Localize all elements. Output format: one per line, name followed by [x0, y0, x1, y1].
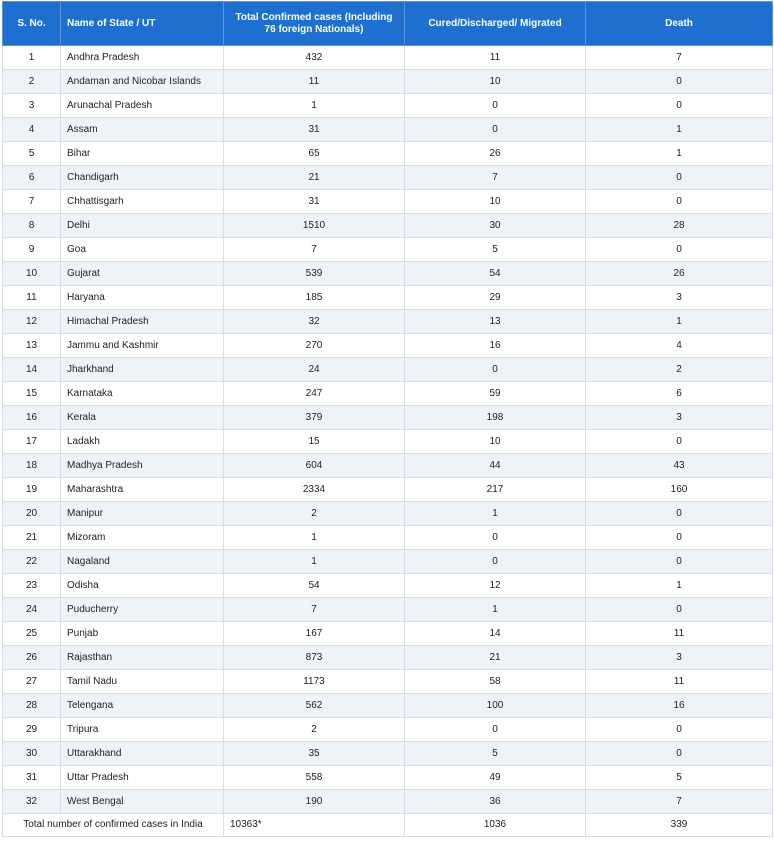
row-cured: 0	[405, 118, 586, 142]
row-confirmed: 247	[224, 382, 405, 406]
row-state-name: Goa	[61, 238, 224, 262]
row-confirmed: 1510	[224, 214, 405, 238]
table-row	[3, 358, 773, 382]
header-cured: Cured/Discharged/ Migrated	[405, 2, 586, 46]
row-sno: 13	[3, 334, 61, 358]
table-row	[3, 766, 773, 790]
row-state-name: Delhi	[61, 214, 224, 238]
row-death: 0	[586, 502, 773, 526]
row-cured: 0	[405, 526, 586, 550]
row-state-name: Tamil Nadu	[61, 670, 224, 694]
row-sno: 20	[3, 502, 61, 526]
row-sno: 15	[3, 382, 61, 406]
table-row	[3, 286, 773, 310]
row-death: 0	[586, 742, 773, 766]
total-row	[3, 814, 773, 837]
row-state-name: Chandigarh	[61, 166, 224, 190]
row-state-name: Chhattisgarh	[61, 190, 224, 214]
table-row	[3, 406, 773, 430]
row-death: 3	[586, 406, 773, 430]
table-row	[3, 526, 773, 550]
table-row	[3, 214, 773, 238]
row-sno: 29	[3, 718, 61, 742]
row-death: 6	[586, 382, 773, 406]
row-state-name: Himachal Pradesh	[61, 310, 224, 334]
row-confirmed: 21	[224, 166, 405, 190]
row-confirmed: 31	[224, 190, 405, 214]
row-sno: 25	[3, 622, 61, 646]
table-row	[3, 142, 773, 166]
table-row	[3, 622, 773, 646]
table-row	[3, 166, 773, 190]
table-row	[3, 742, 773, 766]
row-cured: 29	[405, 286, 586, 310]
row-cured: 217	[405, 478, 586, 502]
row-sno: 5	[3, 142, 61, 166]
row-cured: 54	[405, 262, 586, 286]
row-sno: 32	[3, 790, 61, 814]
covid-state-table-container	[2, 1, 772, 837]
row-state-name: Jammu and Kashmir	[61, 334, 224, 358]
row-death: 2	[586, 358, 773, 382]
row-state-name: Andhra Pradesh	[61, 46, 224, 70]
total-cured: 1036	[405, 814, 586, 837]
row-death: 0	[586, 718, 773, 742]
row-confirmed: 2	[224, 718, 405, 742]
row-confirmed: 270	[224, 334, 405, 358]
row-sno: 27	[3, 670, 61, 694]
row-death: 0	[586, 238, 773, 262]
row-confirmed: 873	[224, 646, 405, 670]
table-row	[3, 238, 773, 262]
row-cured: 0	[405, 94, 586, 118]
table-row	[3, 334, 773, 358]
row-death: 11	[586, 670, 773, 694]
row-confirmed: 32	[224, 310, 405, 334]
row-death: 0	[586, 190, 773, 214]
row-sno: 28	[3, 694, 61, 718]
row-cured: 10	[405, 70, 586, 94]
row-death: 0	[586, 598, 773, 622]
table-row	[3, 262, 773, 286]
row-state-name: Andaman and Nicobar Islands	[61, 70, 224, 94]
row-cured: 21	[405, 646, 586, 670]
row-cured: 49	[405, 766, 586, 790]
row-sno: 7	[3, 190, 61, 214]
row-cured: 16	[405, 334, 586, 358]
row-state-name: Jharkhand	[61, 358, 224, 382]
row-sno: 21	[3, 526, 61, 550]
row-confirmed: 2	[224, 502, 405, 526]
row-sno: 10	[3, 262, 61, 286]
row-cured: 0	[405, 358, 586, 382]
row-death: 11	[586, 622, 773, 646]
table-row	[3, 646, 773, 670]
row-state-name: Madhya Pradesh	[61, 454, 224, 478]
row-cured: 0	[405, 550, 586, 574]
row-sno: 6	[3, 166, 61, 190]
row-state-name: Ladakh	[61, 430, 224, 454]
row-state-name: Maharashtra	[61, 478, 224, 502]
row-state-name: Odisha	[61, 574, 224, 598]
row-cured: 0	[405, 718, 586, 742]
row-sno: 17	[3, 430, 61, 454]
row-confirmed: 7	[224, 598, 405, 622]
row-sno: 2	[3, 70, 61, 94]
row-cured: 12	[405, 574, 586, 598]
row-cured: 1	[405, 502, 586, 526]
row-state-name: Uttarakhand	[61, 742, 224, 766]
row-confirmed: 2334	[224, 478, 405, 502]
row-confirmed: 35	[224, 742, 405, 766]
table-row	[3, 574, 773, 598]
row-sno: 19	[3, 478, 61, 502]
row-sno: 31	[3, 766, 61, 790]
row-confirmed: 1	[224, 526, 405, 550]
row-cured: 11	[405, 46, 586, 70]
covid-state-table	[2, 1, 773, 837]
row-confirmed: 1173	[224, 670, 405, 694]
row-sno: 11	[3, 286, 61, 310]
total-confirmed: 10363*	[224, 814, 405, 837]
row-death: 1	[586, 118, 773, 142]
row-death: 7	[586, 790, 773, 814]
table-row	[3, 454, 773, 478]
row-confirmed: 604	[224, 454, 405, 478]
row-cured: 5	[405, 238, 586, 262]
row-cured: 14	[405, 622, 586, 646]
row-sno: 14	[3, 358, 61, 382]
row-death: 160	[586, 478, 773, 502]
row-death: 26	[586, 262, 773, 286]
row-cured: 7	[405, 166, 586, 190]
row-state-name: Bihar	[61, 142, 224, 166]
table-row	[3, 46, 773, 70]
row-sno: 16	[3, 406, 61, 430]
table-row	[3, 430, 773, 454]
row-cured: 59	[405, 382, 586, 406]
row-confirmed: 432	[224, 46, 405, 70]
table-row	[3, 118, 773, 142]
row-sno: 12	[3, 310, 61, 334]
row-death: 0	[586, 550, 773, 574]
row-state-name: Assam	[61, 118, 224, 142]
row-state-name: Rajasthan	[61, 646, 224, 670]
row-cured: 10	[405, 190, 586, 214]
row-death: 0	[586, 430, 773, 454]
row-sno: 1	[3, 46, 61, 70]
total-label: Total number of confirmed cases in India	[3, 814, 224, 837]
row-confirmed: 185	[224, 286, 405, 310]
row-confirmed: 54	[224, 574, 405, 598]
table-row	[3, 694, 773, 718]
row-sno: 23	[3, 574, 61, 598]
header-confirmed: Total Confirmed cases (Including 76 foreign Nationals)	[224, 2, 405, 46]
row-cured: 100	[405, 694, 586, 718]
row-sno: 18	[3, 454, 61, 478]
total-death: 339	[586, 814, 773, 837]
row-state-name: Kerala	[61, 406, 224, 430]
row-death: 43	[586, 454, 773, 478]
table-header	[3, 2, 773, 46]
row-cured: 1	[405, 598, 586, 622]
row-cured: 36	[405, 790, 586, 814]
row-sno: 22	[3, 550, 61, 574]
row-death: 3	[586, 646, 773, 670]
table-row	[3, 70, 773, 94]
table-row	[3, 670, 773, 694]
row-state-name: West Bengal	[61, 790, 224, 814]
row-confirmed: 539	[224, 262, 405, 286]
table-row	[3, 502, 773, 526]
row-state-name: Punjab	[61, 622, 224, 646]
header-death: Death	[586, 2, 773, 46]
row-state-name: Karnataka	[61, 382, 224, 406]
row-death: 5	[586, 766, 773, 790]
row-state-name: Mizoram	[61, 526, 224, 550]
row-confirmed: 562	[224, 694, 405, 718]
row-state-name: Uttar Pradesh	[61, 766, 224, 790]
row-sno: 30	[3, 742, 61, 766]
row-death: 1	[586, 310, 773, 334]
row-sno: 24	[3, 598, 61, 622]
table-row	[3, 478, 773, 502]
table-row	[3, 598, 773, 622]
header-sno: S. No.	[3, 2, 61, 46]
row-sno: 26	[3, 646, 61, 670]
row-state-name: Arunachal Pradesh	[61, 94, 224, 118]
row-sno: 3	[3, 94, 61, 118]
row-death: 0	[586, 166, 773, 190]
row-confirmed: 379	[224, 406, 405, 430]
row-death: 28	[586, 214, 773, 238]
header-row	[3, 2, 773, 46]
row-death: 0	[586, 94, 773, 118]
row-cured: 26	[405, 142, 586, 166]
row-cured: 44	[405, 454, 586, 478]
row-death: 4	[586, 334, 773, 358]
row-death: 0	[586, 526, 773, 550]
row-state-name: Manipur	[61, 502, 224, 526]
row-confirmed: 7	[224, 238, 405, 262]
row-death: 1	[586, 574, 773, 598]
row-death: 3	[586, 286, 773, 310]
table-row	[3, 310, 773, 334]
row-confirmed: 11	[224, 70, 405, 94]
row-confirmed: 31	[224, 118, 405, 142]
row-confirmed: 558	[224, 766, 405, 790]
table-body	[3, 46, 773, 837]
row-cured: 58	[405, 670, 586, 694]
row-death: 16	[586, 694, 773, 718]
table-row	[3, 718, 773, 742]
table-row	[3, 190, 773, 214]
row-cured: 5	[405, 742, 586, 766]
row-death: 7	[586, 46, 773, 70]
row-confirmed: 15	[224, 430, 405, 454]
table-row	[3, 790, 773, 814]
row-cured: 30	[405, 214, 586, 238]
row-sno: 9	[3, 238, 61, 262]
row-state-name: Tripura	[61, 718, 224, 742]
row-confirmed: 167	[224, 622, 405, 646]
table-row	[3, 94, 773, 118]
table-row	[3, 382, 773, 406]
row-cured: 198	[405, 406, 586, 430]
row-state-name: Puducherry	[61, 598, 224, 622]
row-death: 0	[586, 70, 773, 94]
row-state-name: Telengana	[61, 694, 224, 718]
row-cured: 10	[405, 430, 586, 454]
row-state-name: Nagaland	[61, 550, 224, 574]
row-confirmed: 1	[224, 94, 405, 118]
row-death: 1	[586, 142, 773, 166]
header-state-name: Name of State / UT	[61, 2, 224, 46]
row-confirmed: 24	[224, 358, 405, 382]
row-cured: 13	[405, 310, 586, 334]
table-row	[3, 550, 773, 574]
row-sno: 8	[3, 214, 61, 238]
row-confirmed: 1	[224, 550, 405, 574]
row-sno: 4	[3, 118, 61, 142]
row-state-name: Gujarat	[61, 262, 224, 286]
row-confirmed: 190	[224, 790, 405, 814]
row-state-name: Haryana	[61, 286, 224, 310]
row-confirmed: 65	[224, 142, 405, 166]
